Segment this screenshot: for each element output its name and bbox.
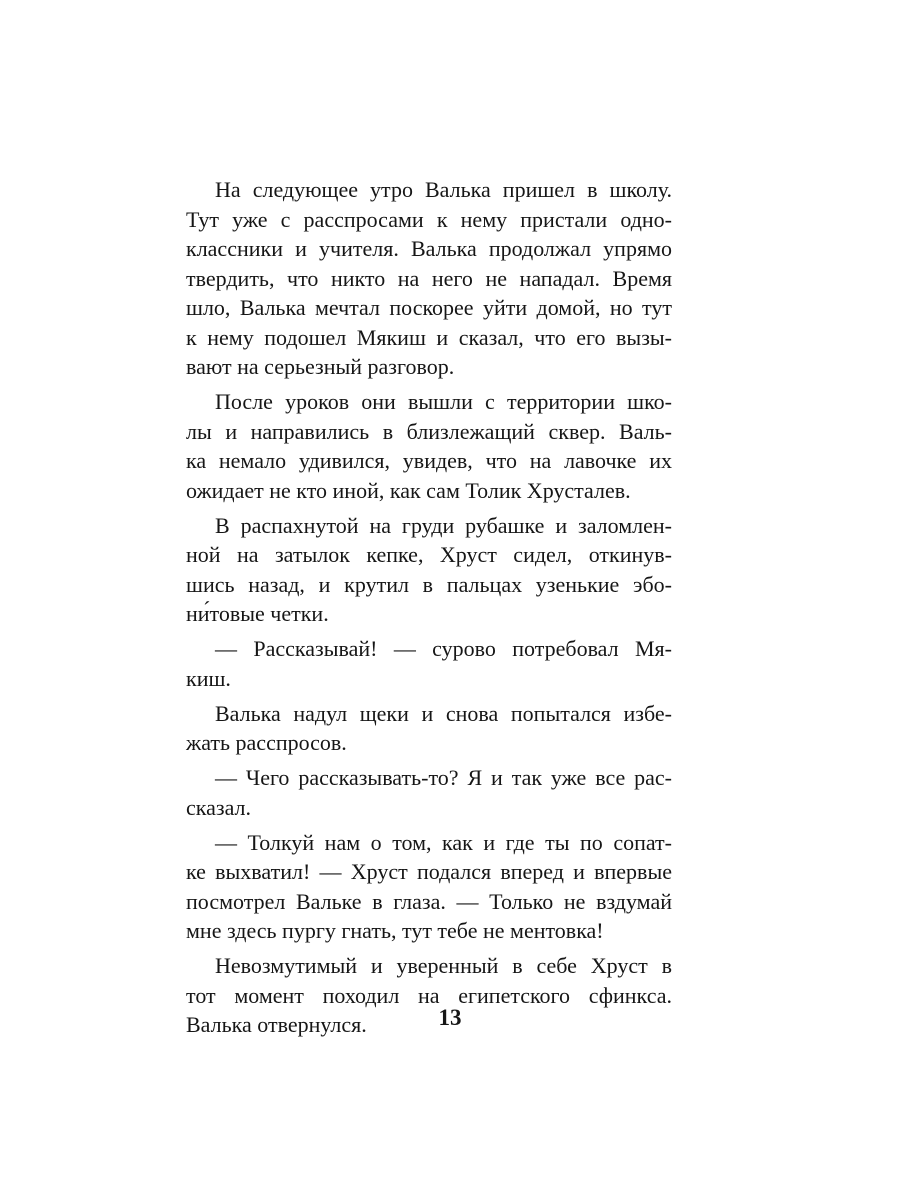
text-line: В распахнутой на груди рубашке и заломлен- [215,512,672,538]
text-line: ка немало удивился, увидев, что на лавочке их [186,448,672,473]
text-line: Валька надул щеки и снова попытался избе- [215,700,672,726]
text-line: ожидает не кто иной, как сам Толик Хрусталев. [186,477,631,503]
text-line: сказал. [186,794,252,820]
text-line: — Рассказывай! — сурово потребовал Мя- [215,636,672,661]
text-line: — Чего рассказывать-то? Я и так уже все рас- [215,765,672,790]
text-line: классники и учителя. Валька продолжал упрямо [186,236,672,261]
text-line: мне здесь пургу гнать, тут тебе не ментовка! [186,918,604,943]
text-line: к нему подошел Мякиш и сказал, что его вызы- [186,324,672,350]
text-line: тот момент походил на египетского сфинкса. [186,982,672,1008]
text-line: ни́товые четки. [186,601,329,626]
paragraph [186,634,672,693]
body-text [186,175,672,1045]
text-line: После уроков они вышли с территории шко- [215,389,672,414]
text-line: ной на затылок кепке, Хруст сидел, откинув- [186,542,672,567]
text-line: шись назад, и крутил в пальцах узенькие эбо- [186,571,672,597]
page-number: 13 [438,1005,462,1030]
paragraph [186,387,672,505]
text-line: посмотрел Вальке в глаза. — Только не вздумай [186,888,672,914]
text-line: ке выхватил! — Хруст подался вперед и впервые [186,859,672,884]
text-line: вают на серьезный разговор. [186,354,455,379]
text-line: твердить, что никто на него не нападал. Время [186,265,672,291]
text-line: Тут уже с расспросами к нему пристали одно- [186,206,672,232]
paragraph [186,511,672,629]
text-line: На следующее утро Валька пришел в школу. [215,177,672,202]
paragraph [186,828,672,946]
paragraph [186,699,672,758]
text-line: шло, Валька мечтал поскорее уйти домой, но тут [186,295,672,320]
text-line: жать расспросов. [186,730,347,755]
text-line: лы и направились в близлежащий сквер. Валь- [186,418,672,444]
text-line: — Толкуй нам о том, как и где ты по сопат- [215,829,672,855]
text-line: Валька отвернулся. [186,1012,367,1037]
text-line: киш. [186,665,231,691]
paragraph [186,763,672,822]
text-line: Невозмутимый и уверенный в себе Хруст в [215,953,672,978]
paragraph [186,175,672,382]
